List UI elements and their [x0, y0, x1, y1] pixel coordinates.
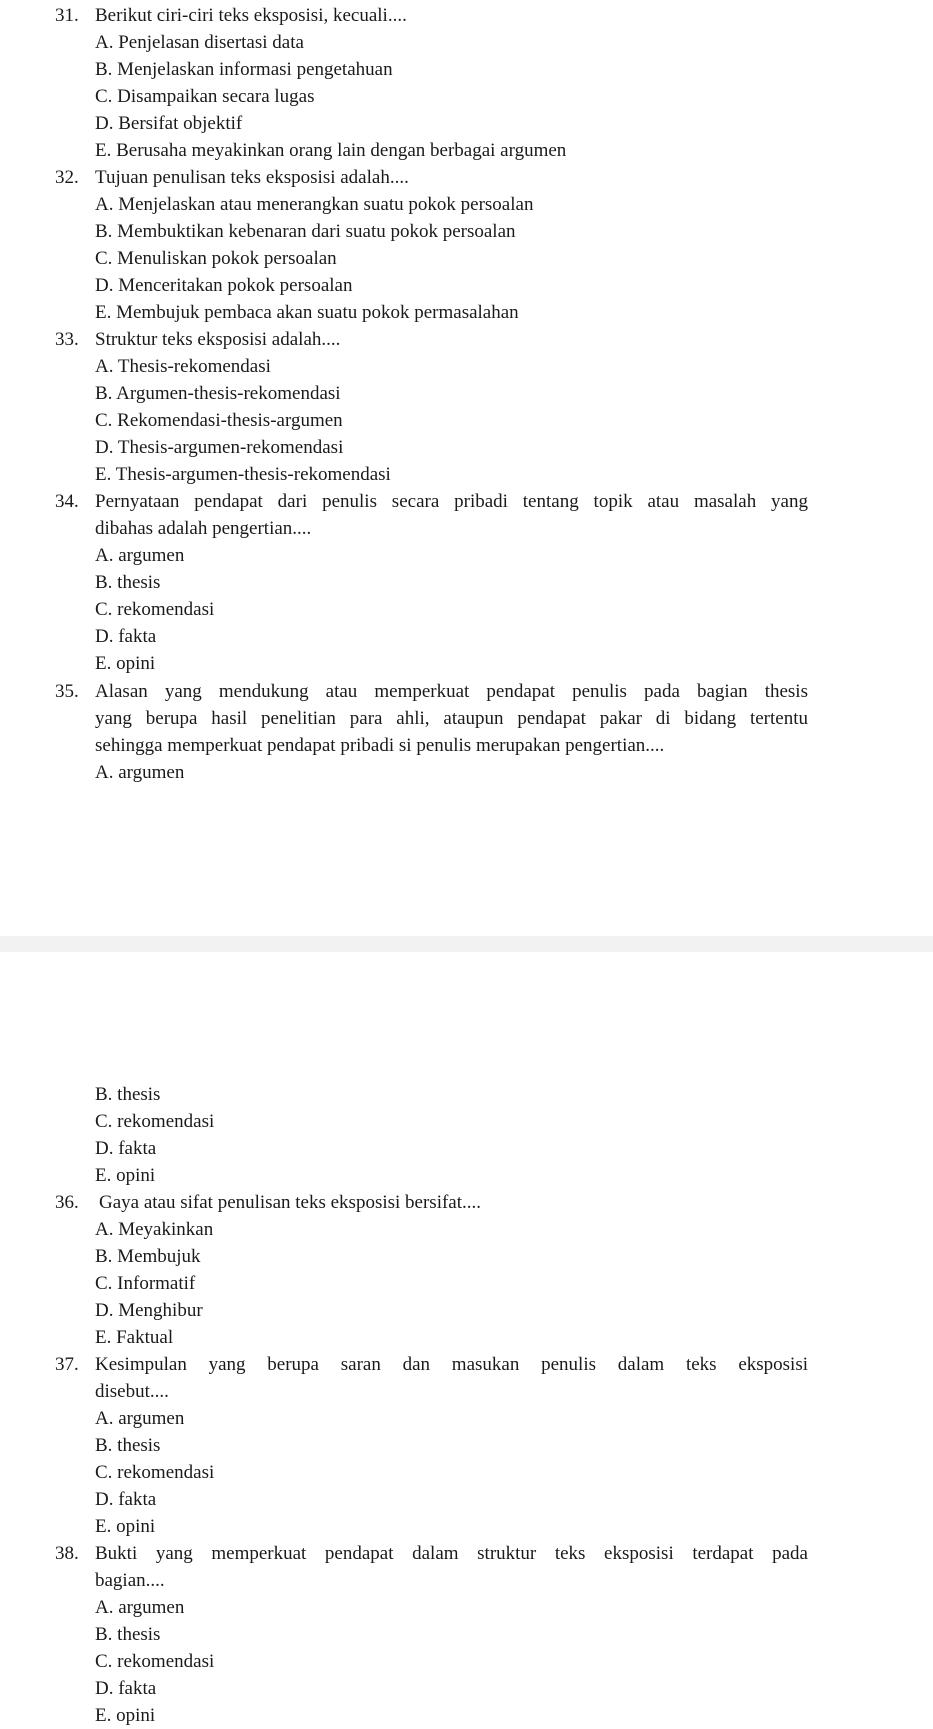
question-text: Bukti yang memperkuat pendapat dalam struktur teks eksposisi terdapat pada — [95, 1543, 808, 1564]
option-c: C. Rekomendasi-thesis-argumen — [95, 410, 343, 431]
option-b: B. Menjelaskan informasi pengetahuan — [95, 59, 393, 80]
question-number: 35. — [55, 681, 79, 702]
option-e: E. Membujuk pembaca akan suatu pokok permasalahan — [95, 302, 519, 323]
question-number: 38. — [55, 1543, 79, 1564]
option-c: C. Menuliskan pokok persoalan — [95, 248, 337, 269]
option-b: B. Argumen-thesis-rekomendasi — [95, 383, 341, 404]
question-text: Berikut ciri-ciri teks eksposisi, kecuali.... — [95, 5, 407, 26]
option-b: B. thesis — [95, 1624, 161, 1645]
question-text: Tujuan penulisan teks eksposisi adalah.... — [95, 167, 409, 188]
option-c: C. rekomendasi — [95, 1111, 215, 1132]
question-text-cont: dibahas adalah pengertian.... — [95, 518, 312, 539]
question-number: 36. — [55, 1192, 79, 1213]
option-c: C. rekomendasi — [95, 599, 215, 620]
option-e: E. opini — [95, 1165, 156, 1186]
option-c: C. rekomendasi — [95, 1651, 215, 1672]
option-b: B. thesis — [95, 572, 161, 593]
option-d: D. Menghibur — [95, 1300, 203, 1321]
option-c: C. Informatif — [95, 1273, 196, 1294]
option-a: A. argumen — [95, 1408, 185, 1429]
option-d: D. Menceritakan pokok persoalan — [95, 275, 353, 296]
question-number: 37. — [55, 1354, 79, 1375]
option-e: E. opini — [95, 1516, 156, 1537]
question-number: 34. — [55, 491, 79, 512]
option-e: E. opini — [95, 1705, 156, 1726]
question-text-cont: bagian.... — [95, 1570, 165, 1591]
question-number: 33. — [55, 329, 79, 350]
option-a: A. Penjelasan disertasi data — [95, 32, 304, 53]
option-a: A. argumen — [95, 1597, 185, 1618]
option-b: B. Membujuk — [95, 1246, 201, 1267]
question-text: Struktur teks eksposisi adalah.... — [95, 329, 341, 350]
option-b: B. thesis — [95, 1084, 161, 1105]
option-d: D. Bersifat objektif — [95, 113, 243, 134]
option-e: E. Berusaha meyakinkan orang lain dengan berbagai argumen — [95, 140, 567, 161]
option-d: D. fakta — [95, 1489, 157, 1510]
question-text: Pernyataan pendapat dari penulis secara pribadi tentang topik atau masalah yang — [95, 491, 808, 512]
page-break — [0, 936, 933, 952]
option-d: D. fakta — [95, 1138, 157, 1159]
question-number: 31. — [55, 5, 79, 26]
option-d: D. fakta — [95, 626, 157, 647]
option-a: A. Thesis-rekomendasi — [95, 356, 271, 377]
option-d: D. Thesis-argumen-rekomendasi — [95, 437, 344, 458]
option-c: C. Disampaikan secara lugas — [95, 86, 315, 107]
document-page-2 — [0, 952, 933, 1728]
question-text: Alasan yang mendukung atau memperkuat pendapat penulis pada bagian thesis — [95, 681, 808, 702]
option-a: A. argumen — [95, 545, 185, 566]
question-text-cont: yang berupa hasil penelitian para ahli, ataupun pendapat pakar di bidang tertentu — [95, 708, 808, 729]
question-number: 32. — [55, 167, 79, 188]
option-a: A. argumen — [95, 762, 185, 783]
question-text: Kesimpulan yang berupa saran dan masukan penulis dalam teks eksposisi — [95, 1354, 808, 1375]
option-e: E. opini — [95, 653, 156, 674]
option-c: C. rekomendasi — [95, 1462, 215, 1483]
option-b: B. thesis — [95, 1435, 161, 1456]
option-b: B. Membuktikan kebenaran dari suatu pokok persoalan — [95, 221, 516, 242]
option-e: E. Faktual — [95, 1327, 174, 1348]
option-e: E. Thesis-argumen-thesis-rekomendasi — [95, 464, 391, 485]
question-text-cont: disebut.... — [95, 1381, 169, 1402]
option-a: A. Meyakinkan — [95, 1219, 214, 1240]
option-a: A. Menjelaskan atau menerangkan suatu pokok persoalan — [95, 194, 534, 215]
question-text-cont: sehingga memperkuat pendapat pribadi si penulis merupakan pengertian.... — [95, 735, 665, 756]
question-text: Gaya atau sifat penulisan teks eksposisi bersifat.... — [99, 1192, 482, 1213]
option-d: D. fakta — [95, 1678, 157, 1699]
